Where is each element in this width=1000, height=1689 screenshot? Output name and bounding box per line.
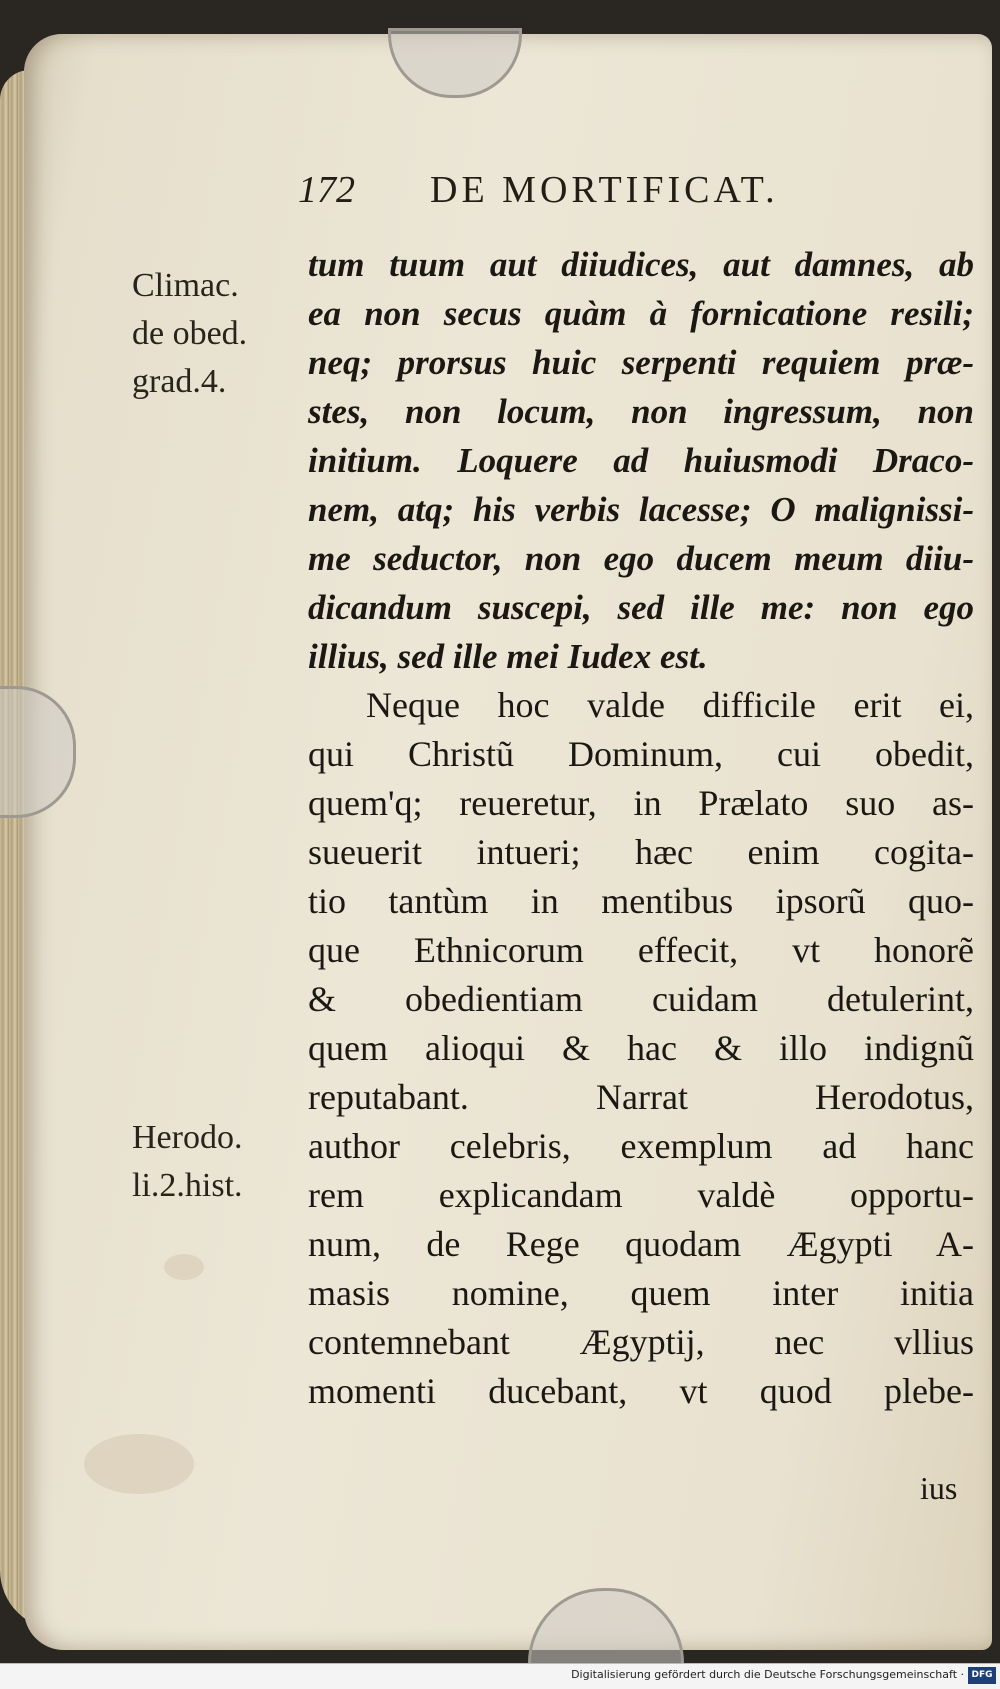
text-line: masis nomine, quem inter initia — [308, 1273, 974, 1313]
dfg-logo[interactable]: DFG — [968, 1667, 996, 1684]
catchword: ius — [920, 1470, 958, 1506]
text-line: que Ethnicorum effecit, vt honorẽ — [308, 930, 974, 970]
text-line: dicandum suscepi, sed ille me: non ego — [308, 588, 974, 627]
text-line: author celebris, exemplum ad hanc — [308, 1126, 974, 1166]
funding-credit: Digitalisierung gefördert durch die Deutsche Forschungsgemeinschaft · — [571, 1668, 964, 1681]
text-line: sueuerit intueri; hæc enim cogita- — [308, 832, 974, 872]
marginal-line: Herodo. — [132, 1119, 243, 1156]
text-line: momenti ducebant, vt quod plebe- — [308, 1371, 974, 1411]
marginal-line: grad.4. — [132, 363, 227, 400]
text-line: tio tantùm in mentibus ipsorũ quo- — [308, 881, 974, 921]
text-line: illius, sed ille mei Iudex est. — [308, 637, 708, 676]
digitization-footer — [0, 1663, 1000, 1689]
text-line: stes, non locum, non ingressum, non — [308, 392, 974, 431]
text-line: reputabant. Narrat Herodotus, — [308, 1077, 974, 1117]
marginal-note-herodotus — [132, 1114, 282, 1210]
italic-quotation — [308, 240, 974, 681]
roman-paragraph — [308, 681, 974, 1416]
text-line: qui Christũ Dominum, cui obedit, — [308, 734, 974, 774]
marginal-note-climacus — [132, 262, 282, 406]
text-line: neq; prorsus huic serpenti requiem præ- — [308, 343, 974, 382]
marginal-line: Climac. — [132, 267, 239, 304]
paper-stain — [84, 1434, 194, 1494]
text-line: me seductor, non ego ducem meum diiu- — [308, 539, 974, 578]
page-number: 172 — [298, 169, 355, 211]
text-line: tum tuum aut diiudices, aut damnes, ab — [308, 245, 974, 284]
running-title: DE MORTIFICAT. — [430, 169, 779, 211]
main-text — [308, 240, 974, 1416]
text-line: & obedientiam cuidam detulerint, — [308, 979, 974, 1019]
text-line: num, de Rege quodam Ægypti A- — [308, 1224, 974, 1264]
marginal-line: de obed. — [132, 315, 248, 352]
text-line: contemnebant Ægyptij, nec vllius — [308, 1322, 974, 1362]
text-line: quem alioqui & hac & illo indignũ — [308, 1028, 974, 1068]
text-line: nem, atq; his verbis lacesse; O malignissi- — [308, 490, 974, 529]
marginal-line: li.2.hist. — [132, 1167, 243, 1204]
text-line: initium. Loquere ad huiusmodi Draco- — [308, 441, 974, 480]
paper-stain — [164, 1254, 204, 1280]
text-line: quem'q; reueretur, in Prælato suo as- — [308, 783, 974, 823]
text-line: ea non secus quàm à fornicatione resili; — [308, 294, 974, 333]
text-line: rem explicandam valdè opportu- — [308, 1175, 974, 1215]
text-line: Neque hoc valde difficile erit ei, — [366, 685, 974, 725]
